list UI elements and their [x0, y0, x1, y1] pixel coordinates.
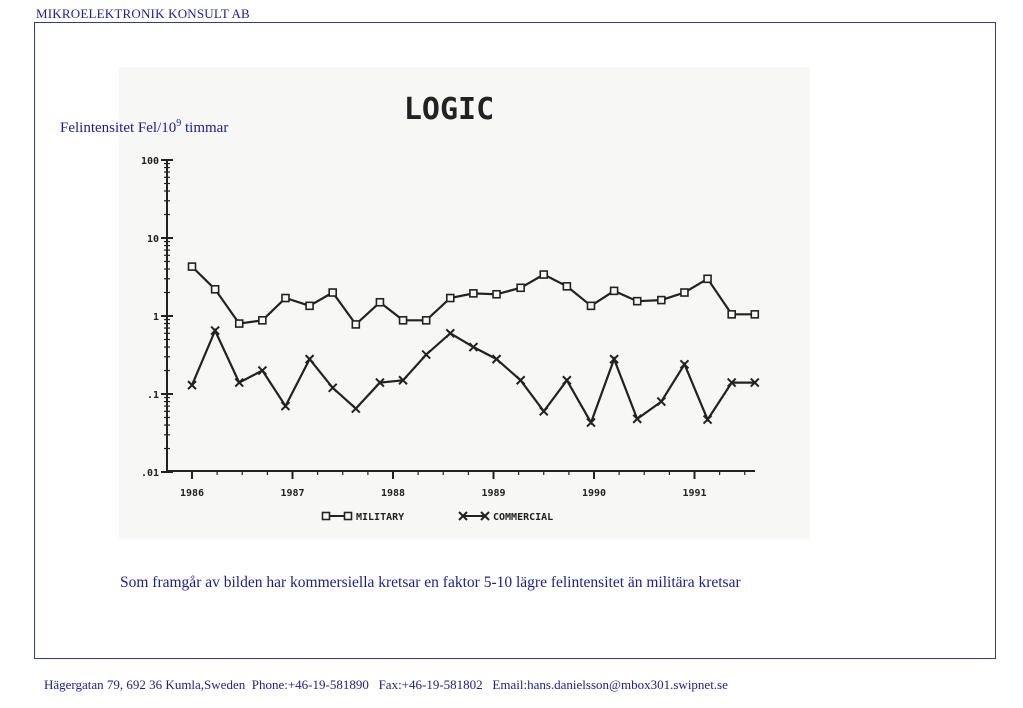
legend-marker: [323, 513, 330, 520]
data-point-military: [352, 321, 359, 328]
data-point-military: [306, 302, 313, 309]
data-point-commercial: [680, 360, 688, 368]
legend-item-military: [323, 512, 405, 523]
logic-chart: [119, 67, 810, 539]
series-line-commercial: [192, 331, 755, 423]
data-point-military: [329, 289, 336, 296]
data-point-military: [540, 271, 547, 278]
caption-text: Som framgår av bilden har kommersiella kretsar en faktor 5-10 lägre felintensitet än militära kretsar: [120, 574, 741, 591]
data-point-commercial: [306, 355, 314, 363]
legend-label: MILITARY: [356, 512, 405, 523]
legend-label: COMMERCIAL: [493, 512, 554, 523]
data-point-commercial: [517, 376, 525, 384]
footer-contact: Hägergatan 79, 692 36 Kumla,Sweden Phone:+46-19-581890 Fax:+46-19-581802 Email:hans.danielsson@mbox301.swipnet.se: [44, 677, 728, 692]
data-point-military: [517, 284, 524, 291]
data-point-commercial: [422, 351, 430, 359]
data-point-military: [423, 317, 430, 324]
chart-title: LOGIC: [403, 92, 495, 127]
data-point-military: [236, 320, 243, 327]
data-point-commercial: [563, 376, 571, 384]
legend-marker: [345, 513, 352, 520]
data-point-military: [212, 286, 219, 293]
data-point-military: [611, 287, 618, 294]
data-point-commercial: [657, 398, 665, 406]
data-point-military: [704, 275, 711, 282]
data-point-military: [189, 263, 196, 270]
company-name: MIKROELEKTRONIK KONSULT AB: [36, 6, 250, 21]
data-point-commercial: [352, 405, 360, 413]
data-point-military: [400, 317, 407, 324]
data-point-military: [470, 290, 477, 297]
data-point-military: [751, 311, 758, 318]
x-tick-label: 1989: [481, 488, 506, 499]
y-tick-label: .01: [140, 468, 159, 479]
x-tick-label: 1987: [280, 488, 305, 499]
data-point-military: [634, 298, 641, 305]
y-tick-label: 10: [146, 234, 159, 245]
data-point-military: [376, 299, 383, 306]
data-point-military: [728, 311, 735, 318]
data-point-military: [563, 283, 570, 290]
data-point-commercial: [446, 329, 454, 337]
data-point-commercial: [258, 367, 266, 375]
y-axis-label: [60, 118, 228, 137]
data-point-military: [282, 295, 289, 302]
x-tick-label: 1991: [682, 488, 707, 499]
y-axis-label-text: Felintensitet Fel/10: [60, 120, 177, 136]
y-tick-label: .1: [146, 390, 159, 401]
y-tick-label: 1: [152, 312, 159, 323]
x-tick-label: 1986: [179, 488, 205, 499]
data-point-military: [493, 291, 500, 298]
y-axis-label-suffix: timmar: [181, 120, 229, 136]
data-point-military: [681, 289, 688, 296]
data-point-commercial: [329, 384, 337, 392]
data-point-commercial: [281, 402, 289, 410]
data-point-commercial: [540, 407, 548, 415]
data-point-commercial: [469, 343, 477, 351]
y-tick-label: 100: [140, 156, 159, 167]
data-point-military: [587, 302, 594, 309]
data-point-military: [259, 317, 266, 324]
x-tick-label: 1990: [581, 488, 607, 499]
data-point-military: [658, 297, 665, 304]
x-tick-label: 1988: [380, 488, 406, 499]
data-point-military: [447, 295, 454, 302]
y-axis-label-exponent: 9: [176, 118, 182, 129]
chart-photo: [119, 67, 810, 539]
legend-item-commercial: [459, 512, 553, 523]
data-point-commercial: [235, 379, 243, 387]
data-point-commercial: [493, 355, 501, 363]
data-point-commercial: [211, 327, 219, 335]
